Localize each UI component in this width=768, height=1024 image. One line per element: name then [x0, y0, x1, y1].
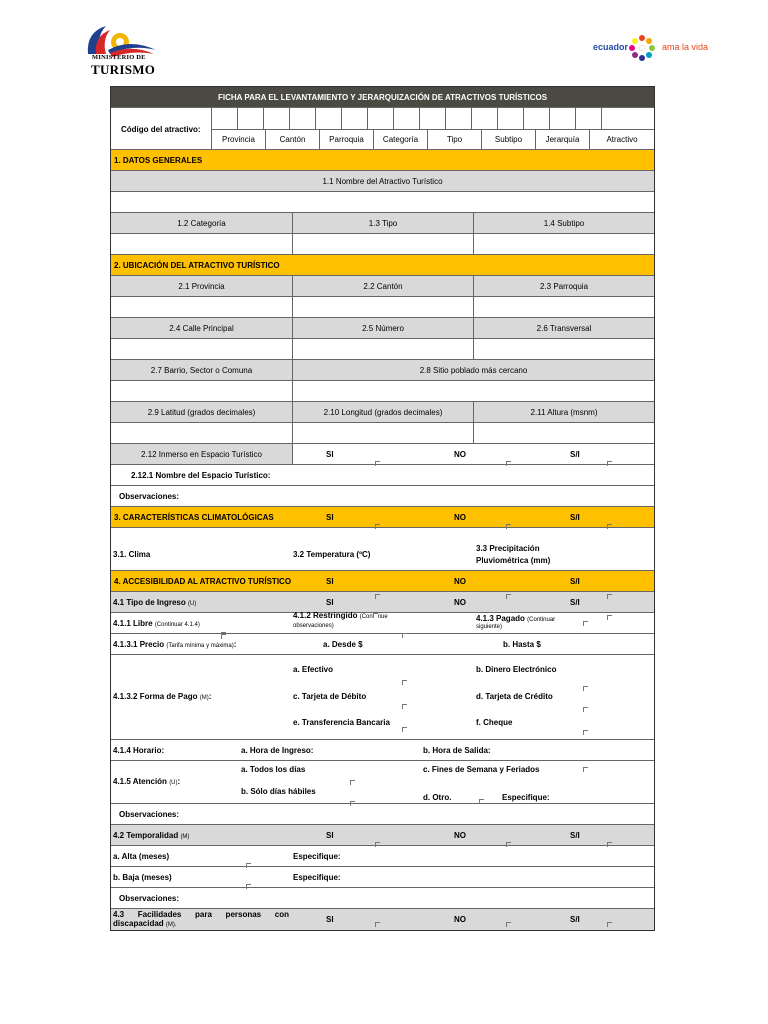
calle-field[interactable] [111, 339, 292, 359]
facilidades-si-unknown-checkbox[interactable] [607, 922, 612, 927]
section-3-title-row [111, 507, 654, 528]
facilidades-no-checkbox[interactable] [506, 922, 511, 927]
category-fields-row [111, 234, 654, 255]
code-label: Código del atractivo: [121, 125, 201, 134]
precio-checkbox[interactable] [221, 634, 226, 639]
subtype-label: 1.4 Subtipo [473, 213, 654, 233]
code-input-boxes [211, 108, 654, 130]
canton-label: 2.2 Cantón [292, 276, 473, 296]
cheque-checkbox[interactable] [583, 730, 588, 735]
tipo-ingreso-si-checkbox[interactable] [375, 594, 380, 599]
sitio-field[interactable] [292, 381, 654, 401]
inmerso-label: 2.12 Inmerso en Espacio Turístico [141, 449, 262, 459]
fines-semana-label: c. Fines de Semana y Feriados [423, 765, 540, 774]
form-title: FICHA PARA EL LEVANTAMIENTO Y JERARQUIZACIÓN DE ATRACTIVOS TURÍSTICOS [111, 87, 654, 108]
subtype-field[interactable] [473, 234, 654, 254]
nombre-espacio-label: 2.12.1 Nombre del Espacio Turístico: [131, 471, 271, 480]
code-box[interactable] [393, 108, 420, 129]
especifique-baja-label: Especifique: [293, 873, 341, 882]
canton-field[interactable] [292, 297, 473, 317]
climate-no-label: NO [454, 513, 466, 522]
tipo-ingreso-no-checkbox[interactable] [506, 594, 511, 599]
tipo-ingreso-no-label: NO [454, 598, 466, 607]
code-col-tipo: Tipo [427, 129, 481, 150]
facilidades-si-label: SI [326, 915, 334, 924]
code-box[interactable] [523, 108, 550, 129]
todos-los-dias-label: a. Todos los días [241, 765, 306, 774]
ministry-name-line2: TURISMO [91, 62, 156, 77]
sitio-label: 2.8 Sitio poblado más cercano [292, 360, 654, 380]
numero-field[interactable] [292, 339, 473, 359]
climate-row [111, 528, 654, 571]
parroquia-label: 2.3 Parroquia [473, 276, 654, 296]
tipo-ingreso-si-unknown-checkbox[interactable] [607, 594, 612, 599]
code-col-provincia: Provincia [211, 129, 265, 150]
code-row [111, 108, 654, 150]
code-col-atractivo: Atractivo [589, 129, 654, 150]
code-box[interactable] [419, 108, 446, 129]
type-label: 1.3 Tipo [292, 213, 473, 233]
alta-label: a. Alta (meses) [113, 852, 170, 861]
temporalidad-si-unknown-label: S/I [570, 831, 580, 840]
debito-checkbox[interactable] [402, 704, 407, 709]
pagado-extra-checkbox[interactable] [607, 615, 612, 620]
credito-label: d. Tarjeta de Crédito [476, 692, 553, 701]
code-columns [211, 129, 654, 150]
page-header [0, 0, 768, 86]
longitud-label: 2.10 Longitud (grados decimales) [292, 402, 473, 422]
type-field[interactable] [292, 234, 473, 254]
desde-checkbox[interactable] [402, 633, 407, 638]
nombre-espacio-row[interactable] [111, 465, 654, 486]
attraction-form [110, 86, 655, 931]
credito-checkbox[interactable] [583, 707, 588, 712]
fines-semana-checkbox[interactable] [583, 767, 588, 772]
pagado-checkbox[interactable] [583, 621, 588, 626]
location-labels-row-3 [111, 360, 654, 381]
hora-salida-label: b. Hora de Salida: [423, 746, 491, 755]
cheque-label: f. Cheque [476, 718, 513, 727]
code-box[interactable] [367, 108, 394, 129]
precipitacion-label-line1: 3.3 Precipitación [476, 544, 540, 553]
atencion-row [111, 761, 654, 804]
temporalidad-row [111, 825, 654, 846]
observaciones-row-2[interactable] [111, 486, 654, 507]
precio-label: 4.1.3.1 Precio (Tarifa mínima y máxima): [113, 640, 237, 649]
climate-si-label: SI [326, 513, 334, 522]
precio-row [111, 634, 654, 655]
efectivo-checkbox[interactable] [402, 680, 407, 685]
efectivo-label: a. Efectivo [293, 665, 334, 674]
code-box[interactable] [549, 108, 576, 129]
facilidades-si-unknown-label: S/I [570, 915, 580, 924]
otro-label: d. Otro. [423, 793, 452, 802]
facilidades-label-line1: 4.3 Facilidades para personas con [113, 910, 289, 919]
altura-field[interactable] [473, 423, 654, 443]
location-fields-row-3 [111, 381, 654, 402]
horario-label: 4.1.4 Horario: [113, 746, 165, 755]
tipo-ingreso-label: 4.1 Tipo de Ingreso (U) [113, 598, 197, 607]
attraction-name-field[interactable] [111, 192, 654, 213]
code-col-subtipo: Subtipo [481, 129, 535, 150]
especifique-alta-label: Especifique: [293, 852, 341, 861]
parroquia-field[interactable] [473, 297, 654, 317]
forma-pago-label: 4.1.3.2 Forma de Pago (M): [113, 692, 212, 701]
facilidades-row [111, 909, 654, 930]
pagado-label: 4.1.3 Pagado (Continuar [476, 614, 556, 623]
section-3-title: 3. CARACTERÍSTICAS CLIMATOLÓGICAS [114, 513, 274, 522]
dinero-electronico-label: b. Dinero Electrónico [476, 665, 557, 674]
code-box[interactable] [341, 108, 368, 129]
code-col-categoria: Categoría [373, 129, 427, 150]
tipo-ingreso-si-label: SI [326, 598, 334, 607]
altura-label: 2.11 Altura (msnm) [473, 402, 654, 422]
longitud-field[interactable] [292, 423, 473, 443]
facilidades-label-line2: discapacidad (M). [113, 919, 177, 928]
brand-ecuador-text: ecuador [593, 42, 629, 52]
latitud-label: 2.9 Latitud (grados decimales) [147, 407, 256, 417]
code-box[interactable] [471, 108, 498, 129]
inmerso-no-label: NO [454, 450, 466, 459]
especifique-atencion-label: Especifique: [502, 793, 550, 802]
observaciones-label-2: Observaciones: [119, 492, 180, 501]
access-si-unknown-label: S/I [570, 577, 580, 586]
barrio-field[interactable] [111, 381, 292, 401]
restringido-note: observaciones) [293, 623, 334, 629]
restringido-label: 4.1.2 Restringido (Con nue [293, 611, 388, 620]
alta-row [111, 846, 654, 867]
code-box[interactable] [575, 108, 602, 129]
pagado-note: siguiente) [476, 624, 503, 630]
access-si-label: SI [326, 577, 334, 586]
transversal-label: 2.6 Transversal [473, 318, 654, 338]
hora-ingreso-label: a. Hora de Ingreso: [241, 746, 314, 755]
tipo-ingreso-row [111, 592, 654, 613]
code-col-parroquia: Parroquia [319, 129, 373, 150]
inmerso-row [111, 444, 654, 465]
access-no-label: NO [454, 577, 466, 586]
brand-slogan-text: ama la vida [662, 42, 709, 52]
location-fields-row-1 [111, 297, 654, 318]
code-box[interactable] [601, 108, 628, 129]
section-1-title: 1. DATOS GENERALES [111, 150, 654, 171]
provincia-field[interactable] [111, 297, 292, 317]
dinero-electronico-checkbox[interactable] [583, 686, 588, 691]
restringido-checkbox[interactable] [373, 613, 378, 618]
temperatura-label: 3.2 Temperatura (ºC) [293, 550, 371, 559]
clima-label: 3.1. Clima [113, 550, 151, 559]
baja-label: b. Baja (meses) [113, 873, 172, 882]
transversal-field[interactable] [473, 339, 654, 359]
facilidades-no-label: NO [454, 915, 466, 924]
todos-los-dias-checkbox[interactable] [350, 780, 355, 785]
horario-row [111, 740, 654, 761]
inmerso-options [292, 444, 654, 464]
temporalidad-si-label: SI [326, 831, 334, 840]
forma-pago-row [111, 655, 654, 740]
atencion-label: 4.1.5 Atención (U): [113, 777, 181, 786]
temporalidad-no-label: NO [454, 831, 466, 840]
category-label: 1.2 Categoría [177, 218, 226, 228]
code-box[interactable] [445, 108, 472, 129]
code-box[interactable] [289, 108, 316, 129]
temporalidad-label: 4.2 Temporalidad (M) [113, 831, 190, 840]
coordinates-fields-row [111, 423, 654, 444]
desde-label: a. Desde $ [323, 640, 363, 649]
code-box[interactable] [263, 108, 290, 129]
transferencia-label: e. Transferencia Bancaria [293, 718, 390, 727]
category-labels-row [111, 213, 654, 234]
numero-label: 2.5 Número [292, 318, 473, 338]
code-box[interactable] [497, 108, 524, 129]
location-fields-row-2 [111, 339, 654, 360]
inmerso-si-label: SI [326, 450, 334, 459]
category-field[interactable] [111, 234, 292, 254]
section-4-title-row [111, 571, 654, 592]
calle-label: 2.4 Calle Principal [169, 323, 234, 333]
latitud-field[interactable] [111, 423, 292, 443]
observaciones-row-5[interactable] [111, 888, 654, 909]
section-2-title: 2. UBICACIÓN DEL ATRACTIVO TURÍSTICO [111, 255, 654, 276]
observaciones-label-4: Observaciones: [119, 810, 180, 819]
code-col-canton: Cantón [265, 129, 319, 150]
libre-label: 4.1.1 Libre (Continuar 4.1.4) [113, 619, 200, 628]
hasta-label: b. Hasta $ [503, 640, 541, 649]
dias-habiles-label: b. Sólo días hábiles [241, 787, 316, 796]
debito-label: c. Tarjeta de Débito [293, 692, 367, 701]
observaciones-label-5: Observaciones: [119, 894, 180, 903]
coordinates-labels-row [111, 402, 654, 423]
code-col-jerarquia: Jerarquía [535, 129, 589, 150]
provincia-label: 2.1 Provincia [178, 281, 225, 291]
location-labels-row-2 [111, 318, 654, 339]
ministry-name-line1: MINISTERIO DE [92, 54, 146, 61]
code-box[interactable] [237, 108, 264, 129]
code-box[interactable] [315, 108, 342, 129]
inmerso-si-unknown-label: S/I [570, 450, 580, 459]
observaciones-row-4[interactable] [111, 804, 654, 825]
attraction-name-label: 1.1 Nombre del Atractivo Turístico [322, 176, 443, 186]
name-label-row [111, 171, 654, 192]
ingreso-options-row [111, 613, 654, 634]
section-4-title: 4. ACCESIBILIDAD AL ATRACTIVO TURÍSTICO [114, 577, 292, 586]
precipitacion-label-line2: Pluviométrica (mm) [476, 556, 551, 565]
code-box[interactable] [211, 108, 238, 129]
barrio-label: 2.7 Barrio, Sector o Comuna [150, 365, 253, 375]
climate-si-unknown-label: S/I [570, 513, 580, 522]
baja-row [111, 867, 654, 888]
transferencia-checkbox[interactable] [402, 727, 407, 732]
tipo-ingreso-si-unknown-label: S/I [570, 598, 580, 607]
facilidades-si-checkbox[interactable] [375, 922, 380, 927]
location-labels-row-1 [111, 276, 654, 297]
